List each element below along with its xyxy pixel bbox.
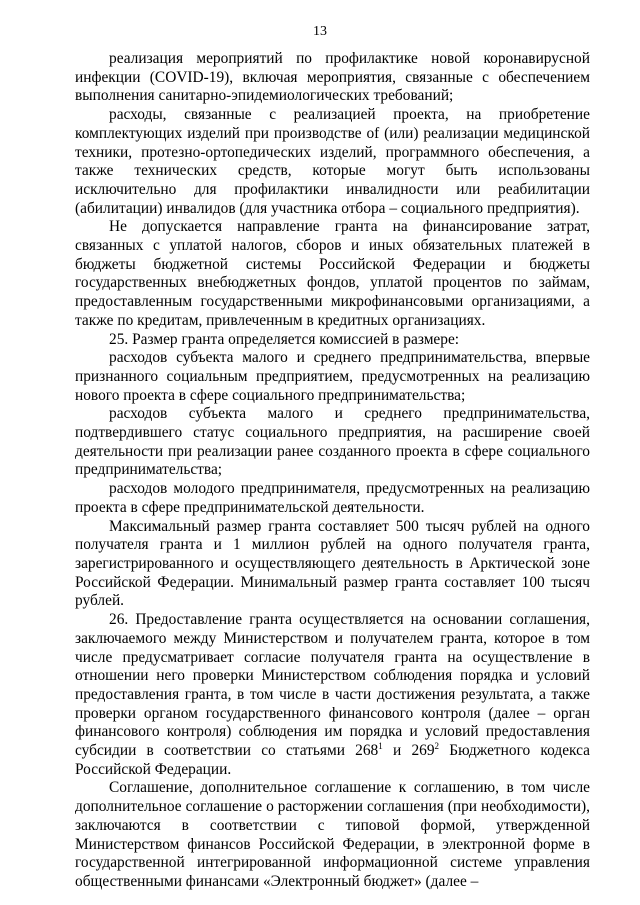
paragraph-26-text-3: Бюджетного кодекса Российской Федерации. [75,742,590,778]
paragraph: Максимальный размер гранта составляет 500 тысяч рублей на одного получателя гранта и 1 миллион рублей на одного получателя гранта, зарегистрированного и осуществляющего деятельность в Арктической зоне Российской Федерации. Минимальный размер гранта составляет 100 тысяч рублей. [75,517,590,610]
paragraph: 25. Размер гранта определяется комиссией в размере: [109,330,460,348]
paragraph: Не допускается направление гранта на финансирование затрат, связанных с уплатой налогов, сборов и иных обязательных платежей в бюджеты бюджетной системы Российской Федерации и бюджеты государственных внебюджетных фондов, уплатой процентов по займам, предоставленным государственными микрофинансовыми организациями, а также по кредитам, привлеченным в кредитных организациях. [75,218,590,329]
paragraph: расходов молодого предпринимателя, предусмотренных на реализацию проекта в сфере предпринимательской деятельности. [75,480,590,516]
paragraph: расходы, связанные с реализацией проекта, на приобретение комплектующих изделий при производстве of (или) реализации медицинской техники, протезно-ортопедических изделий, программного обеспечения, а также технических средств, которые могут быть использованы исключительно для профилактики инвалидности или реабилитации (абилитации) инвалидов (для участника отбора – социального предприятия). [75,106,590,217]
paragraph-26-text-2: и 269 [393,742,435,760]
document-body [75,50,590,892]
page-number: 13 [313,24,327,39]
paragraph: расходов субъекта малого и среднего предпринимательства, впервые признанного социальным предприятием, предусмотренных на реализацию нового проекта в сфере социального предпринимательства; [75,349,590,404]
footnote-superscript: 2 [434,740,440,751]
paragraph: расходов субъекта малого и среднего предпринимательства, подтвердившего статус социального предприятия, на расширение своей деятельности при реализации ранее созданного проекта в сфере социального предпринимательства; [75,405,590,479]
paragraph-26 [75,611,590,779]
paragraph: реализация мероприятий по профилактике новой коронавирусной инфекции (COVID-19), включая мероприятия, связанные с обеспечением выполнения санитарно-эпидемиологических требований; [75,50,590,105]
footnote-superscript: 1 [378,740,383,751]
paragraph: Соглашение, дополнительное соглашение к соглашению, в том числе дополнительное соглашение о расторжении соглашения (при необходимости), заключаются в соответствии с типовой формой, утвержденной Министерством финансов Российской Федерации, в электронной форме в государственной интегрированной информационной системе управления общественными финансами «Электронный бюджет» (далее – [75,779,590,890]
paragraph-26-text: 26. Предоставление гранта осуществляется на основании соглашения, заключаемого между Министерством и получателем гранта, которое в том числе предусматривает согласие получателя гранта на осуществление в отношении него проверки Министерством соблюдения порядка и условий предоставления гранта, в том числе в части достижения результата, а также проверки органом государственного финансового контроля (далее – орган финансового контроля) соблюдения им порядка и условий предоставления субсидии в соответствии со статьями 268 [75,611,590,760]
